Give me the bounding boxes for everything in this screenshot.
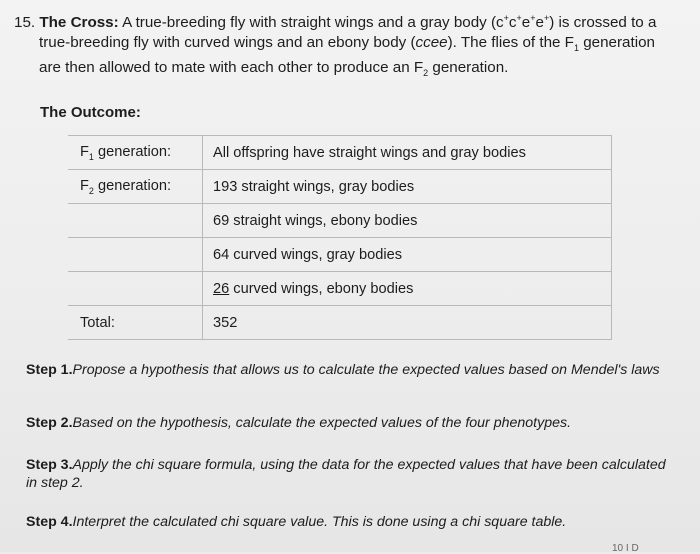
outcome-heading: The Outcome: <box>40 104 141 121</box>
table-row <box>68 306 612 340</box>
question-text: generation are then allowed to mate with each other to produce an F <box>39 34 655 77</box>
row-value: 26 curved wings, ebony bodies <box>203 272 612 306</box>
table-row <box>68 204 612 238</box>
step-1: Step 1.Propose a hypothesis that allows us to calculate the expected values based on Mendel's laws <box>26 362 660 378</box>
table-row <box>68 136 612 170</box>
allele: e <box>521 14 531 32</box>
question-text: generation. <box>428 59 509 77</box>
row-value: All offspring have straight wings and gray bodies <box>203 136 612 170</box>
question-text: ) is crossed to a true-breeding fly with curved wings and an ebony body ( <box>39 14 657 52</box>
row-value: 352 <box>203 306 612 340</box>
row-label <box>68 204 203 238</box>
row-label <box>68 238 203 272</box>
allele: c <box>508 14 517 32</box>
row-label: $F_2$ generation: <box>68 170 203 204</box>
table-row <box>68 272 612 306</box>
question-paragraph <box>14 8 674 83</box>
question-label: The Cross: <box>39 14 119 32</box>
subscript: 1 <box>573 43 579 54</box>
step-4: Step 4.Interpret the calculated chi square value. This is done using a chi square table. <box>26 514 567 530</box>
table-row <box>68 170 612 204</box>
question-text: A true-breeding fly with straight wings and a gray body (c <box>118 14 504 32</box>
row-value: 64 curved wings, gray bodies <box>203 238 612 272</box>
question-text: ). The flies of the F <box>447 34 574 52</box>
row-label <box>68 272 203 306</box>
page-cut-text: 10 I D <box>612 543 639 554</box>
genotype: ccee <box>415 34 448 52</box>
table-row <box>68 238 612 272</box>
row-label: $F_1$ generation: <box>68 136 203 170</box>
results-table <box>68 135 612 340</box>
superscript: + <box>503 13 509 23</box>
question-number: 15. <box>14 14 36 32</box>
row-value: 69 straight wings, ebony bodies <box>203 204 612 238</box>
row-label: Total: <box>68 306 203 340</box>
superscript: + <box>543 13 550 23</box>
step-2: Step 2.Based on the hypothesis, calculate the expected values of the four phenotypes. <box>26 415 572 431</box>
superscript: + <box>530 13 536 23</box>
subscript: 2 <box>423 68 429 79</box>
step-3: Step 3.Apply the chi square formula, using the data for the expected values that have been calculated in step 2. <box>26 457 666 491</box>
superscript: + <box>516 13 522 23</box>
allele: e <box>535 14 544 32</box>
row-value: 193 straight wings, gray bodies <box>203 170 612 204</box>
